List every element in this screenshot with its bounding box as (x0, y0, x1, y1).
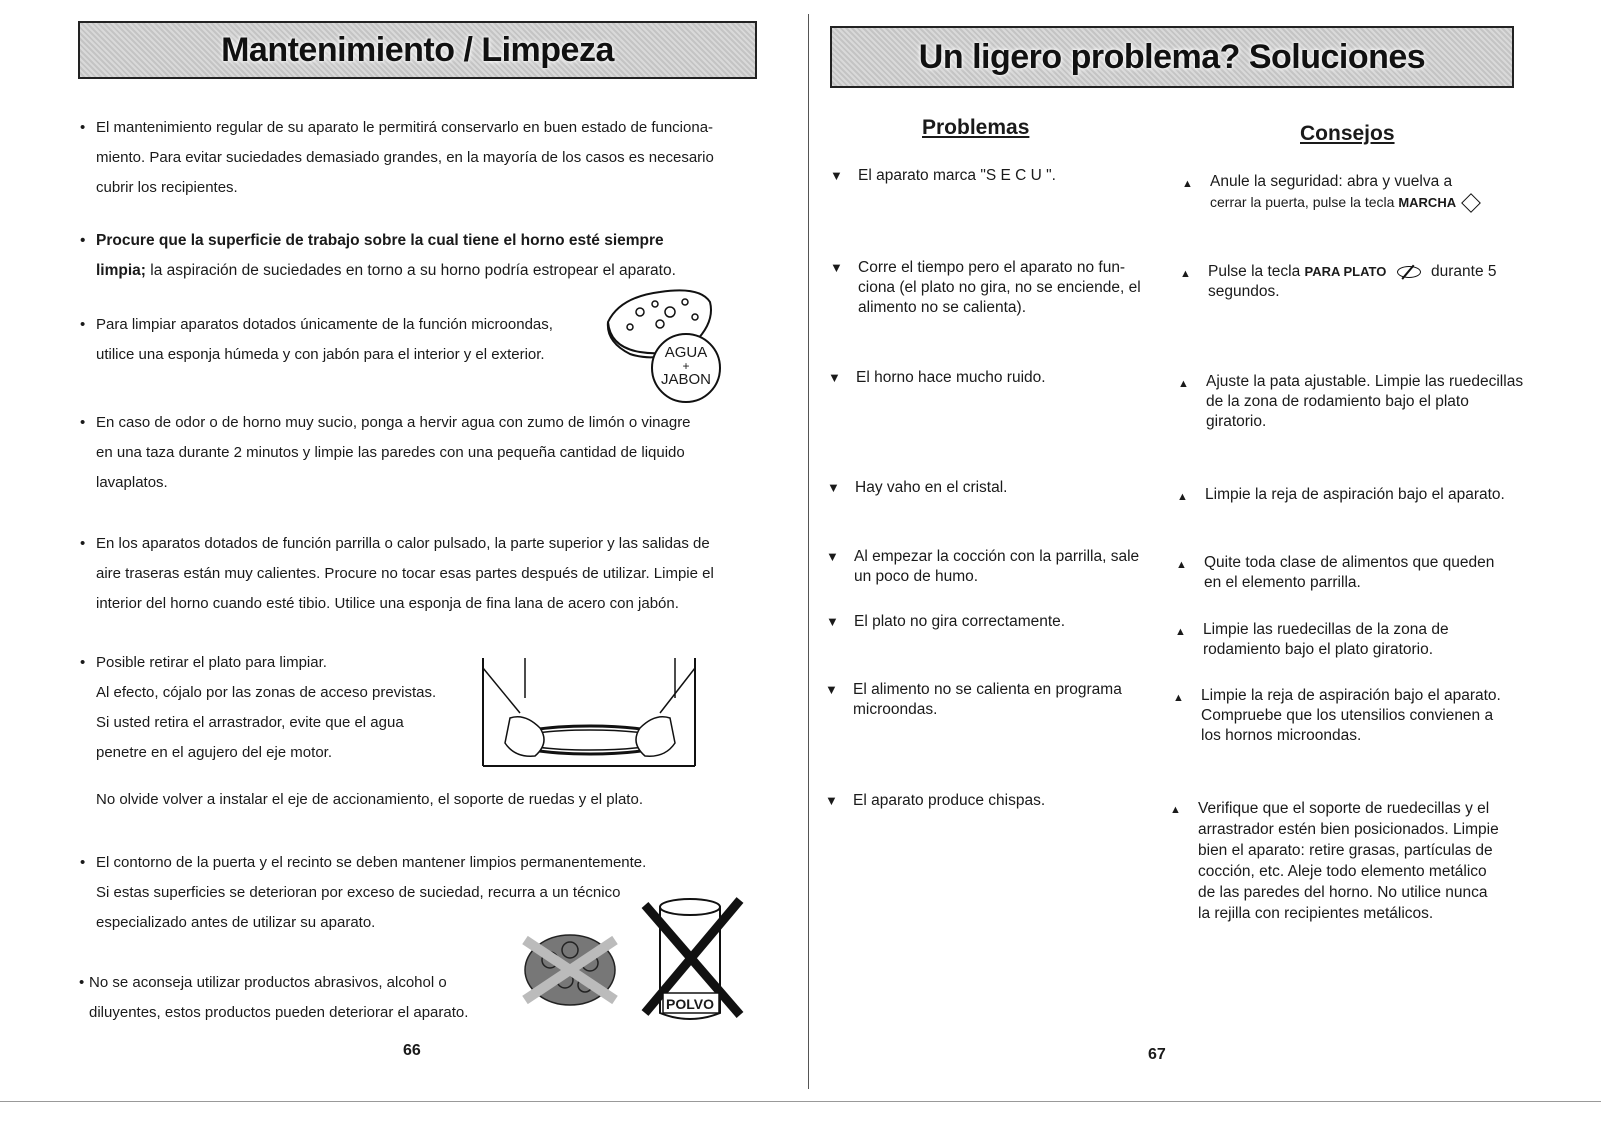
up-triangle-icon: ▲ (1180, 268, 1191, 280)
plate-removal-illustration (480, 658, 700, 770)
problem-row-6: ▼ El plato no gira correctamente. (826, 613, 1066, 630)
advice-row-2: ▲ Pulse la tecla PARA PLATO durante 5 segundos. (1180, 263, 1497, 300)
up-triangle-icon: ▲ (1177, 491, 1188, 503)
paragraph-sponge: • Para limpiar aparatos dotados únicamente de la función microondas, utilice una esponja húmeda y con jabón para el interior y el exterior. (80, 316, 553, 363)
left-page-title: Mantenimiento / Limpeza (221, 30, 614, 69)
right-page-number: 67 (1148, 1046, 1166, 1063)
up-triangle-icon: ▲ (1170, 804, 1181, 816)
left-page-title-banner (78, 21, 757, 79)
advice-row-3: ▲ Ajuste la pata ajustable. Limpie las ruedecillas de la zona de rodamiento bajo el plato giratorio. (1178, 373, 1524, 430)
advice-row-6: ▲ Limpie las ruedecillas de la zona de rodamiento bajo el plato giratorio. (1175, 621, 1449, 658)
page-gutter (808, 14, 809, 1089)
start-key-icon (1461, 193, 1481, 213)
right-page-title-banner (830, 26, 1514, 88)
problem-row-7: ▼ El alimento no se calienta en programa microondas. (825, 681, 1122, 718)
problem-row-1: ▼ El aparato marca "S E C U ". (830, 167, 1056, 184)
down-triangle-icon: ▼ (827, 480, 840, 495)
paragraph-work-surface: • Procure que la superficie de trabajo sobre la cual tiene el horno esté siempre limpia; la aspiración de suciedades en torno a su horno podría estropear el aparato. (80, 232, 676, 279)
no-abrasives-illustration (520, 895, 750, 1030)
up-triangle-icon: ▲ (1182, 178, 1193, 190)
right-page-title: Un ligero problema? Soluciones (918, 37, 1426, 76)
paragraph-plate: • Posible retirar el plato para limpiar. Al efecto, cójalo por las zonas de acceso previstas. Si usted retira el arrastrador, evite que el agua penetre en el agujero del eje motor. (80, 654, 437, 761)
paragraph-reinstall: No olvide volver a instalar el eje de accionamiento, el soporte de ruedas y el plato. (96, 791, 643, 808)
problems-column-header: Problemas (922, 116, 1030, 139)
plate-stop-icon (1397, 266, 1421, 278)
down-triangle-icon: ▼ (825, 682, 838, 697)
paragraph-abrasives: • No se aconseja utilizar productos abrasivos, alcohol o diluyentes, estos productos pueden deteriorar el aparato. (79, 974, 469, 1021)
powder-label: POLVO (666, 996, 714, 1012)
up-triangle-icon: ▲ (1173, 692, 1184, 704)
paragraph-odor: • En caso de odor o de horno muy sucio, ponga a hervir agua con zumo de limón o vinagre en una taza durante 2 minutos y limpie las paredes con una pequeña cantidad de liquido lavaplatos. (80, 414, 691, 491)
problem-row-4: ▼ Hay vaho en el cristal. (827, 479, 1008, 496)
bottom-rule (0, 1101, 1601, 1102)
up-triangle-icon: ▲ (1175, 626, 1186, 638)
down-triangle-icon: ▼ (826, 549, 839, 564)
advice-row-1: ▲ Anule la seguridad: abra y vuelva a cerrar la puerta, pulse la tecla MARCHA (1210, 172, 1530, 213)
down-triangle-icon: ▼ (830, 260, 843, 275)
paragraph-door: • El contorno de la puerta y el recinto se deben mantener limpios permanentemente. Si estas superficies se deterioran por exceso de suciedad, recurra a un técnico especializado antes de utilizar su aparato. (80, 854, 647, 931)
problem-row-8: ▼ El aparato produce chispas. (825, 792, 1046, 809)
advice-row-4: ▲ Limpie la reja de aspiración bajo el aparato. (1205, 485, 1505, 505)
up-triangle-icon: ▲ (1178, 378, 1189, 390)
down-triangle-icon: ▼ (828, 370, 841, 385)
advice-row-7: ▲ Limpie la reja de aspiración bajo el aparato. Compruebe que los utensilios convienen a los hornos microondas. (1173, 687, 1501, 744)
up-triangle-icon: ▲ (1176, 559, 1187, 571)
down-triangle-icon: ▼ (826, 614, 839, 629)
problem-row-3: ▼ El horno hace mucho ruido. (828, 369, 1046, 386)
problem-row-2: ▼ Corre el tiempo pero el aparato no fun-ciona (el plato no gira, no se enciende, el alimento no se calienta). (830, 259, 1141, 316)
down-triangle-icon: ▼ (830, 168, 843, 183)
advice-column-header: Consejos (1300, 122, 1395, 145)
paragraph-grill: • En los aparatos dotados de función parrilla o calor pulsado, la parte superior y las salidas de aire traseras están muy calientes. Procure no tocar esas partes después de utilizar. Limpie el interior del horno cuando esté tibio. Utilice una esponja de fina lana de acero con jabón. (80, 535, 714, 612)
water-soap-badge: AGUA + JABON (660, 344, 711, 388)
paragraph-maintenance: • El mantenimiento regular de su aparato le permitirá conservarlo en buen estado de funciona- miento. Para evitar suciedades demasiado grandes, en la mayoría de los casos es necesario cubrir los recipientes. (80, 119, 714, 196)
advice-row-8: ▲ Verifique que el soporte de ruedecillas y el arrastrador estén bien posicionados. Limpie bien el aparato: retire grasas, partículas de cocción, etc. Aleje todo elemento metálico de las paredes del horno. No utilice nunca la rejilla con recipientes metálicos. (1170, 800, 1499, 922)
advice-row-5: ▲ Quite toda clase de alimentos que queden en el elemento parrilla. (1176, 554, 1495, 591)
down-triangle-icon: ▼ (825, 793, 838, 808)
problem-row-5: ▼ Al empezar la cocción con la parrilla, sale un poco de humo. (826, 548, 1140, 585)
left-page-number: 66 (403, 1042, 421, 1059)
